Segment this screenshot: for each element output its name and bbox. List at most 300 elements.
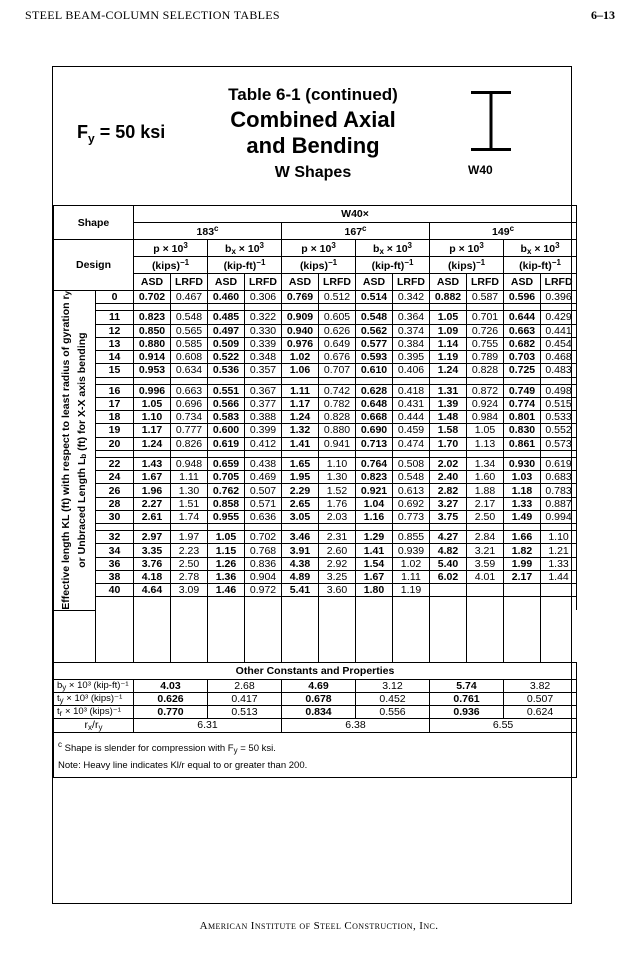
filler-cell: [282, 636, 319, 649]
spacer-cell: [504, 450, 541, 457]
lrfd-value: 0.636: [245, 510, 282, 523]
constant-value: 0.770: [134, 705, 208, 718]
spacer-cell: [393, 524, 430, 531]
constant-value: 0.513: [208, 705, 282, 718]
filler-cell: [467, 649, 504, 662]
weight-header: 167$^c$: [282, 223, 430, 240]
spacer-cell: [208, 524, 245, 531]
asd-value: 0.702: [134, 291, 171, 304]
filler-cell: [171, 597, 208, 610]
filler-cell: [393, 623, 430, 636]
table-number: Table 6-1 (continued): [228, 85, 398, 104]
unit-kips: (kips)$^{-1}$: [430, 257, 504, 274]
asd-value: 0.566: [208, 397, 245, 410]
table-row: [54, 291, 577, 304]
lrfd-value: 0.508: [393, 457, 430, 470]
constant-label: $t_y \times 10^3$ (kips)⁻¹: [54, 692, 134, 705]
constant-value: 0.678: [282, 692, 356, 705]
asd-value: 2.29: [282, 484, 319, 497]
lrfd-value: 1.88: [467, 484, 504, 497]
spacer-cell: [541, 304, 577, 311]
filler-cell: [356, 636, 393, 649]
lrfd-value: 0.782: [319, 397, 356, 410]
lrfd-value: 0.418: [393, 384, 430, 397]
asd-value: 0.921: [356, 484, 393, 497]
lrfd-value: 0.438: [245, 457, 282, 470]
row-filler: [54, 597, 577, 610]
table-row: [54, 584, 577, 597]
asd-value: 2.27: [134, 497, 171, 510]
table-title: Combined Axial and Bending: [230, 107, 396, 158]
lrfd-value: 0.924: [467, 397, 504, 410]
lrfd-header: LRFD: [245, 274, 282, 291]
lrfd-value: 1.76: [319, 497, 356, 510]
table-row: [54, 557, 577, 570]
spacer-cell: [171, 524, 208, 531]
lrfd-value: 0.789: [467, 351, 504, 364]
filler-cell: [319, 636, 356, 649]
kl-value: 30: [96, 510, 134, 523]
table-row: [54, 484, 577, 497]
footnotes-row: [54, 732, 577, 777]
lrfd-value: 3.59: [467, 557, 504, 570]
lrfd-value: 1.11: [393, 570, 430, 583]
filler-cell: [430, 610, 467, 623]
asd-value: 0.861: [504, 437, 541, 450]
filler-cell: [393, 597, 430, 610]
asd-value: 5.40: [430, 557, 467, 570]
asd-value: 1.05: [134, 397, 171, 410]
lrfd-value: 0.515: [541, 397, 577, 410]
lrfd-value: 1.11: [171, 471, 208, 484]
asd-value: 1.67: [356, 570, 393, 583]
lrfd-value: 0.306: [245, 291, 282, 304]
asd-header: ASD: [430, 274, 467, 291]
lrfd-header: LRFD: [467, 274, 504, 291]
lrfd-value: 2.17: [467, 497, 504, 510]
kl-value: 19: [96, 424, 134, 437]
lrfd-value: 2.60: [319, 544, 356, 557]
lrfd-value: 2.92: [319, 557, 356, 570]
kl-value: 20: [96, 437, 134, 450]
filler-cell: [467, 623, 504, 636]
asd-value: 1.43: [134, 457, 171, 470]
spacer-cell: [541, 450, 577, 457]
filler-cell: [319, 649, 356, 662]
asd-value: 0.940: [282, 324, 319, 337]
lrfd-value: 1.52: [319, 484, 356, 497]
lrfd-value: 0.322: [245, 311, 282, 324]
asd-value: 0.551: [208, 384, 245, 397]
lrfd-header: LRFD: [171, 274, 208, 291]
filler-cell: [208, 610, 245, 623]
ratio-value: 6.55: [430, 718, 577, 732]
header-row-section: [54, 206, 577, 223]
constant-value: 4.03: [134, 679, 208, 692]
asd-value: 0.749: [504, 384, 541, 397]
lrfd-value: 0.498: [541, 384, 577, 397]
lrfd-value: 0.399: [245, 424, 282, 437]
lrfd-value: 0.467: [171, 291, 208, 304]
asd-value: 1.18: [504, 484, 541, 497]
asd-value: 3.91: [282, 544, 319, 557]
lrfd-value: 1.13: [467, 437, 504, 450]
filler-cell: [134, 649, 171, 662]
filler-cell: [430, 597, 467, 610]
filler-cell: [282, 597, 319, 610]
filler-cell: [430, 636, 467, 649]
filler-cell: [208, 636, 245, 649]
lrfd-value: 0.768: [245, 544, 282, 557]
filler-cell: [54, 649, 96, 662]
lrfd-value: 0.548: [393, 471, 430, 484]
lrfd-value: 0.692: [393, 497, 430, 510]
kl-value: 14: [96, 351, 134, 364]
lrfd-value: 1.30: [171, 484, 208, 497]
filler-cell: [54, 636, 96, 649]
col-b-header: $b_x \times 10^3$: [208, 240, 282, 257]
spacer-cell: [282, 524, 319, 531]
asd-value: 1.65: [282, 457, 319, 470]
weight-header: 183$^c$: [134, 223, 282, 240]
asd-value: 0.460: [208, 291, 245, 304]
asd-value: 0.536: [208, 364, 245, 377]
shape-label: Shape: [54, 206, 134, 240]
lrfd-value: 0.994: [541, 510, 577, 523]
row-filler: [54, 649, 577, 662]
filler-cell: [134, 597, 171, 610]
spacer-cell: [430, 524, 467, 531]
spacer-cell: [282, 304, 319, 311]
filler-cell: [504, 597, 541, 610]
table-row: [54, 457, 577, 470]
lrfd-value: 0.348: [245, 351, 282, 364]
lrfd-value: 1.05: [467, 424, 504, 437]
row-spacer: [54, 377, 577, 384]
lrfd-value: 1.30: [319, 471, 356, 484]
table-frame: [52, 66, 572, 904]
spacer-cell: [245, 450, 282, 457]
asd-value: 1.09: [430, 324, 467, 337]
spacer-cell: [319, 524, 356, 531]
lrfd-value: 3.25: [319, 570, 356, 583]
asd-value: 1.41: [282, 437, 319, 450]
lrfd-value: 1.21: [541, 544, 577, 557]
filler-cell: [208, 649, 245, 662]
lrfd-value: 0.887: [541, 497, 577, 510]
spacer-cell: [245, 524, 282, 531]
asd-value: 0.725: [504, 364, 541, 377]
lrfd-value: 0.984: [467, 411, 504, 424]
kl-value: 32: [96, 531, 134, 544]
filler-cell: [467, 597, 504, 610]
asd-value: 3.76: [134, 557, 171, 570]
asd-value: 0.769: [282, 291, 319, 304]
filler-cell: [393, 610, 430, 623]
shape-icon-label: W40: [468, 163, 493, 177]
row-spacer: [54, 524, 577, 531]
lrfd-value: 2.23: [171, 544, 208, 557]
constant-value: 0.507: [504, 692, 577, 705]
lrfd-value: 0.826: [171, 437, 208, 450]
spacer-cell: [208, 304, 245, 311]
asd-header: ASD: [282, 274, 319, 291]
asd-value: 3.75: [430, 510, 467, 523]
yield-strength: $F_y = 50$ ksi: [77, 122, 166, 146]
asd-value: 1.05: [430, 311, 467, 324]
asd-value: 1.29: [356, 531, 393, 544]
constant-value: 0.556: [356, 705, 430, 718]
filler-cell: [356, 610, 393, 623]
filler-cell: [319, 623, 356, 636]
filler-cell: [54, 610, 96, 623]
lrfd-value: 1.34: [467, 457, 504, 470]
filler-cell: [96, 623, 134, 636]
asd-value: 1.39: [430, 397, 467, 410]
table-row: [54, 531, 577, 544]
asd-value: 0.548: [356, 311, 393, 324]
asd-value: 1.17: [282, 397, 319, 410]
table-row: [54, 324, 577, 337]
title-block: [53, 67, 573, 205]
asd-value: 1.58: [430, 424, 467, 437]
kl-value: 28: [96, 497, 134, 510]
lrfd-value: 0.948: [171, 457, 208, 470]
table-subtitle: W Shapes: [274, 164, 352, 181]
asd-value: 0.762: [208, 484, 245, 497]
lrfd-value: 0.707: [319, 364, 356, 377]
filler-cell: [467, 610, 504, 623]
asd-value: 3.35: [134, 544, 171, 557]
lrfd-value: 0.587: [467, 291, 504, 304]
asd-value: 0.705: [208, 471, 245, 484]
table-row: [54, 437, 577, 450]
lrfd-value: 0.676: [319, 351, 356, 364]
lrfd-value: 2.31: [319, 531, 356, 544]
table-row: [54, 311, 577, 324]
page-footer: American Institute of Steel Construction, Inc.: [199, 920, 439, 932]
asd-value: 0.514: [356, 291, 393, 304]
row-spacer: [54, 450, 577, 457]
lrfd-value: 0.773: [393, 510, 430, 523]
asd-value: 1.03: [504, 471, 541, 484]
row-spacer: [54, 304, 577, 311]
asd-value: 0.562: [356, 324, 393, 337]
asd-value: 1.32: [282, 424, 319, 437]
spacer-cell: [430, 377, 467, 384]
lrfd-value: 0.459: [393, 424, 430, 437]
constant-value: 2.68: [208, 679, 282, 692]
filler-cell: [134, 636, 171, 649]
kl-value: 17: [96, 397, 134, 410]
lrfd-value: 0.734: [171, 411, 208, 424]
filler-cell: [504, 610, 541, 623]
filler-cell: [393, 649, 430, 662]
constant-value: 3.12: [356, 679, 430, 692]
asd-value: 4.64: [134, 584, 171, 597]
constant-value: 0.936: [430, 705, 504, 718]
design-label: Design: [54, 240, 134, 291]
lrfd-value: 1.74: [171, 510, 208, 523]
asd-value: 0.648: [356, 397, 393, 410]
filler-cell: [504, 649, 541, 662]
constant-value: 4.69: [282, 679, 356, 692]
spacer-cell: [208, 450, 245, 457]
kl-value: 34: [96, 544, 134, 557]
lrfd-value: 0.702: [245, 531, 282, 544]
table-row: [54, 544, 577, 557]
asd-value: 1.05: [208, 531, 245, 544]
asd-value: 1.15: [208, 544, 245, 557]
filler-cell: [54, 623, 96, 636]
filler-cell: [171, 649, 208, 662]
spacer-cell: [134, 377, 171, 384]
header-row-quantities: [54, 240, 577, 257]
filler-cell: [319, 610, 356, 623]
asd-value: 2.02: [430, 457, 467, 470]
spacer-cell: [282, 450, 319, 457]
asd-value: 1.33: [504, 497, 541, 510]
footnotes: $^c$ Shape is slender for compression with $F_y = 50$ ksi. Note: Heavy line indicates Kl/r equal to or greater than 200.: [54, 732, 577, 777]
lrfd-value: 0.396: [541, 291, 577, 304]
table-row: [54, 364, 577, 377]
kl-value: 24: [96, 471, 134, 484]
spacer-cell: [430, 304, 467, 311]
lrfd-value: 1.10: [319, 457, 356, 470]
kl-value: 40: [96, 584, 134, 597]
filler-cell: [245, 597, 282, 610]
asd-value: 0.880: [134, 337, 171, 350]
lrfd-value: 0.548: [171, 311, 208, 324]
filler-cell: [319, 597, 356, 610]
asd-value: 0.485: [208, 311, 245, 324]
asd-value: 1.04: [356, 497, 393, 510]
asd-value: 1.82: [504, 544, 541, 557]
asd-value: 0.682: [504, 337, 541, 350]
lrfd-value: 0.469: [245, 471, 282, 484]
lrfd-value: 0.619: [541, 457, 577, 470]
col-b-header: $b_x \times 10^3$: [356, 240, 430, 257]
asd-header: ASD: [208, 274, 245, 291]
lrfd-value: 0.444: [393, 411, 430, 424]
ratio-value: 6.38: [282, 718, 430, 732]
unit-kip-ft: $(kip-ft)^{-1}$: [356, 257, 430, 274]
asd-value: 0.610: [356, 364, 393, 377]
filler-cell: [356, 623, 393, 636]
unit-kip-ft: $(kip-ft)^{-1}$: [208, 257, 282, 274]
col-p-header: $p \times 10^3$: [282, 240, 356, 257]
spacer-cell: [467, 377, 504, 384]
lrfd-value: 0.663: [171, 384, 208, 397]
asd-value: 1.31: [430, 384, 467, 397]
asd-value: 2.61: [134, 510, 171, 523]
table-row: [54, 384, 577, 397]
lrfd-value: 0.904: [245, 570, 282, 583]
asd-header: ASD: [356, 274, 393, 291]
spacer-cell: [319, 377, 356, 384]
asd-value: 4.89: [282, 570, 319, 583]
asd-value: 2.97: [134, 531, 171, 544]
spacer-cell: [134, 524, 171, 531]
asd-value: 6.02: [430, 570, 467, 583]
lrfd-value: 0.755: [467, 337, 504, 350]
spacer-cell: [356, 304, 393, 311]
asd-value: 5.41: [282, 584, 319, 597]
lrfd-value: 0.585: [171, 337, 208, 350]
lrfd-value: 0.626: [319, 324, 356, 337]
lrfd-value: 0.441: [541, 324, 577, 337]
page-header: [25, 8, 615, 26]
constants-row: [54, 679, 577, 692]
asd-value: 3.05: [282, 510, 319, 523]
constant-value: 0.626: [134, 692, 208, 705]
constant-value: 0.761: [430, 692, 504, 705]
filler-cell: [245, 649, 282, 662]
row-filler: [54, 623, 577, 636]
spacer-cell: [467, 524, 504, 531]
lrfd-value: 0.412: [245, 437, 282, 450]
spacer-cell: [504, 524, 541, 531]
lrfd-value: 2.50: [171, 557, 208, 570]
spacer-cell: [319, 304, 356, 311]
filler-cell: [356, 597, 393, 610]
filler-cell: [245, 610, 282, 623]
lrfd-value: 3.60: [319, 584, 356, 597]
spacer-cell: [282, 377, 319, 384]
asd-value: 1.46: [208, 584, 245, 597]
asd-value: [504, 584, 541, 597]
filler-cell: [134, 610, 171, 623]
lrfd-value: 0.454: [541, 337, 577, 350]
table-row: [54, 510, 577, 523]
lrfd-value: 0.330: [245, 324, 282, 337]
running-title: STEEL BEAM-COLUMN SELECTION TABLES: [25, 8, 280, 22]
lrfd-value: 1.19: [393, 584, 430, 597]
constant-value: 0.417: [208, 692, 282, 705]
table-row: [54, 351, 577, 364]
col-b-header: $b_x \times 10^3$: [504, 240, 577, 257]
asd-value: 0.823: [356, 471, 393, 484]
kl-value: 12: [96, 324, 134, 337]
spacer-cell: [96, 377, 134, 384]
spacer-cell: [430, 450, 467, 457]
lrfd-value: 0.634: [171, 364, 208, 377]
lrfd-value: 0.468: [541, 351, 577, 364]
lrfd-value: 0.941: [319, 437, 356, 450]
lrfd-value: 0.565: [171, 324, 208, 337]
lrfd-value: 0.388: [245, 411, 282, 424]
lrfd-value: 0.474: [393, 437, 430, 450]
lrfd-header: LRFD: [541, 274, 577, 291]
filler-cell: [245, 636, 282, 649]
asd-value: 0.703: [504, 351, 541, 364]
asd-value: 0.953: [134, 364, 171, 377]
asd-value: 0.583: [208, 411, 245, 424]
asd-value: 0.659: [208, 457, 245, 470]
spacer-cell: [467, 450, 504, 457]
unit-kip-ft: $(kip-ft)^{-1}$: [504, 257, 577, 274]
asd-value: 1.24: [282, 411, 319, 424]
asd-value: 1.99: [504, 557, 541, 570]
table-row: [54, 337, 577, 350]
constant-value: 0.834: [282, 705, 356, 718]
asd-value: 3.27: [430, 497, 467, 510]
filler-cell: [430, 649, 467, 662]
w-shape-icon: [471, 91, 511, 151]
asd-value: 3.46: [282, 531, 319, 544]
lrfd-value: 0.395: [393, 351, 430, 364]
spacer-cell: [134, 304, 171, 311]
